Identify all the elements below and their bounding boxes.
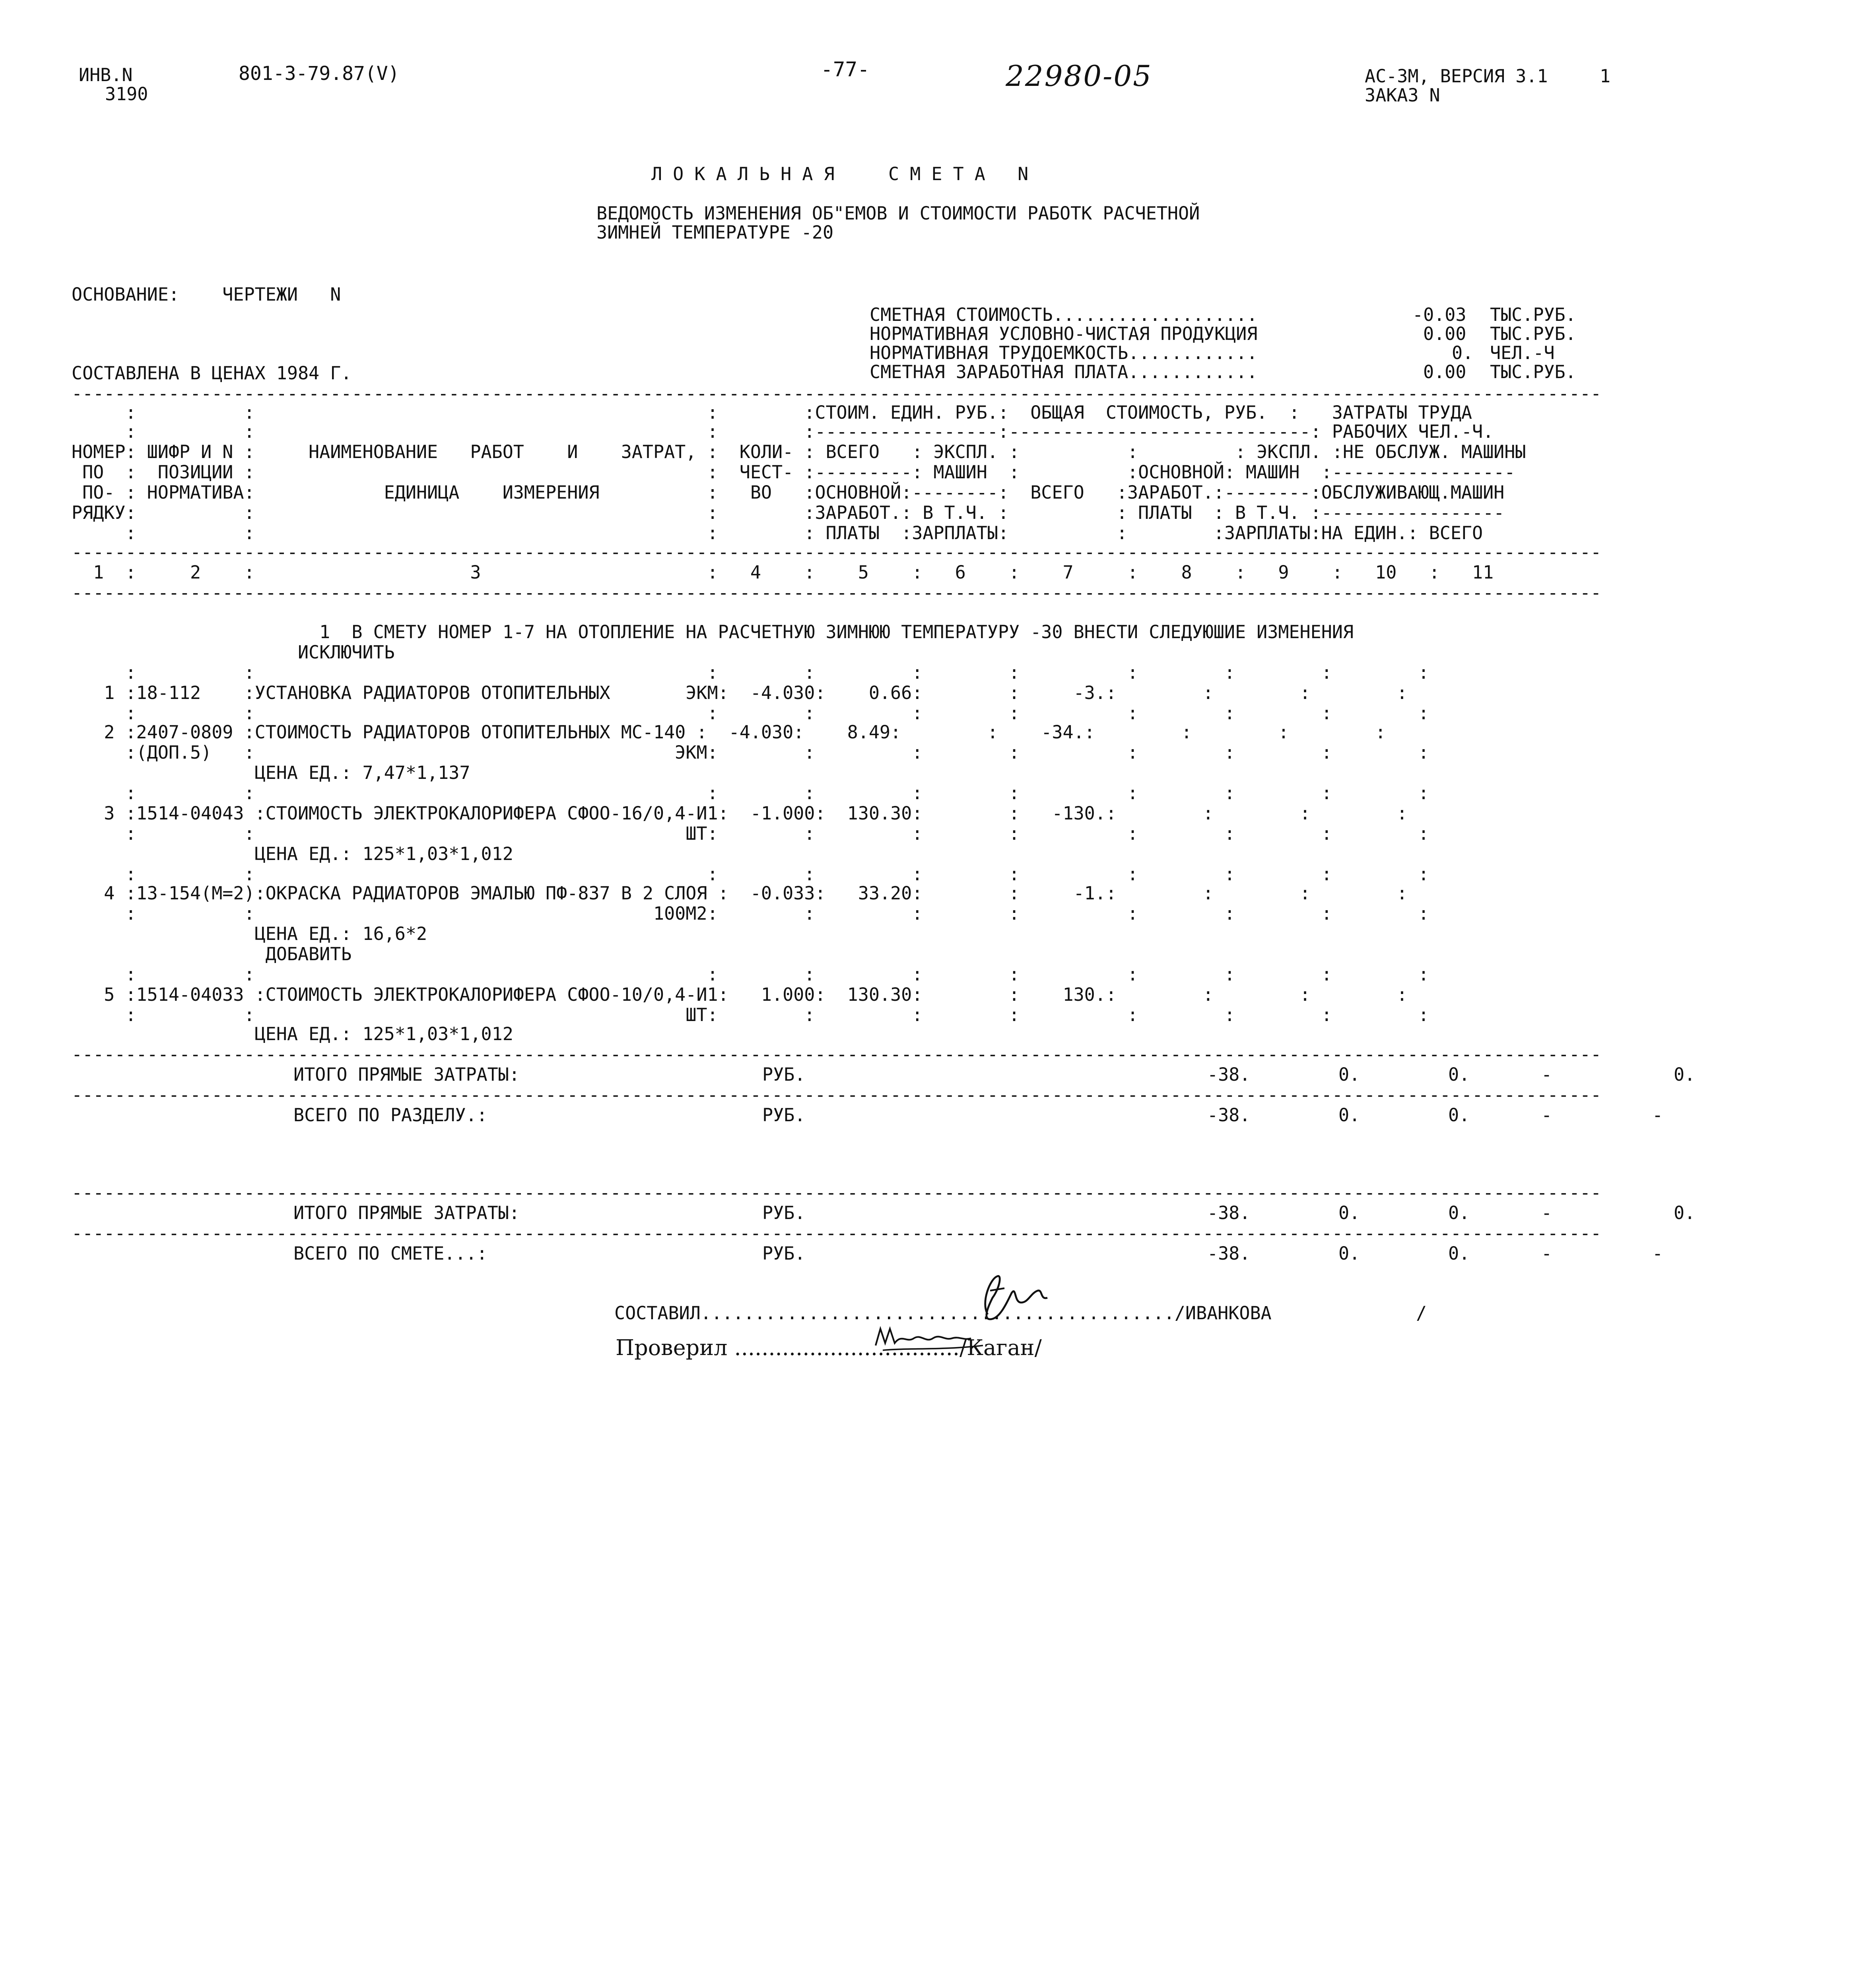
- document-title: Л О К А Л Ь Н А Я С М Е Т А N: [651, 163, 1029, 185]
- table-row: 4 :13-154(М=2):ОКРАСКА РАДИАТОРОВ ЭМАЛЬЮ ПФ-837 В 2 СЛОЯ : -0.033: 33.20: : -1.: : : :: [72, 883, 1408, 904]
- section-subheading: ИСКЛЮЧИТЬ: [72, 642, 395, 663]
- totals-labor-total: -: [1652, 1105, 1663, 1126]
- table-row: : : : : : : : : : :: [72, 662, 1429, 683]
- summary-label: НОРМАТИВНАЯ ТРУДОЕМКОСТЬ............: [870, 342, 1258, 364]
- totals-labor-total: 0.: [1674, 1202, 1696, 1224]
- table-row: ЦЕНА ЕД.: 125*1,03*1,012: [72, 843, 513, 865]
- totals-labor-unit: -: [1541, 1105, 1552, 1126]
- totals-total: -38.: [1207, 1105, 1251, 1126]
- prices-year: СОСТАВЛЕНА В ЦЕНАХ 1984 Г.: [72, 363, 352, 384]
- document-subtitle-line2: ЗИМНЕЙ ТЕМПЕРАТУРЕ -20: [596, 222, 834, 243]
- table-row: ЦЕНА ЕД.: 7,47*1,137: [72, 762, 470, 784]
- totals-wages: 0.: [1338, 1105, 1360, 1126]
- compiled-by-slash: /: [1416, 1303, 1427, 1324]
- summary-label: НОРМАТИВНАЯ УСЛОВНО-ЧИСТАЯ ПРОДУКЦИЯ: [870, 323, 1258, 345]
- summary-unit: ТЫС.РУБ.: [1490, 304, 1576, 326]
- totals-wages: 0.: [1338, 1064, 1360, 1085]
- table-row: : : ШТ: : : : : : : :: [72, 823, 1429, 845]
- table-rule: ----------------------------------------------------------------------------------------------------------------------------------------------: [72, 1084, 1602, 1106]
- totals-total: -38.: [1207, 1064, 1251, 1085]
- table-rule: ----------------------------------------------------------------------------------------------------------------------------------------------: [72, 383, 1602, 404]
- totals-total: -38.: [1207, 1202, 1251, 1224]
- totals-label: ВСЕГО ПО РАЗДЕЛУ.:: [293, 1105, 488, 1126]
- table-rule: ----------------------------------------------------------------------------------------------------------------------------------------------: [72, 542, 1602, 563]
- table-header-line: : : : :-----------------:----------------------------: РАБОЧИХ ЧЕЛ.-Ч.: [72, 421, 1494, 443]
- totals-wages: 0.: [1338, 1243, 1360, 1264]
- totals-label: ИТОГО ПРЯМЫЕ ЗАТРАТЫ:: [293, 1202, 520, 1224]
- totals-machines: 0.: [1448, 1243, 1470, 1264]
- summary-unit: ТЫС.РУБ.: [1490, 323, 1576, 345]
- table-row: : : : : : : : : : :: [72, 703, 1429, 724]
- totals-labor-total: 0.: [1674, 1064, 1696, 1085]
- inventory-number: 3190: [105, 83, 148, 105]
- table-header-line: ПО : ПОЗИЦИИ : : ЧЕСТ- :---------: МАШИН : :ОСНОВНОЙ: МАШИН :-----------------: [72, 462, 1515, 483]
- totals-unit: РУБ.: [762, 1105, 806, 1126]
- document-subtitle-line1: ВЕДОМОСТЬ ИЗМЕНЕНИЯ ОБ"ЕМОВ И СТОИМОСТИ РАБОТК РАСЧЕТНОЙ: [596, 203, 1200, 224]
- summary-value: -0.03: [1412, 304, 1467, 326]
- table-header-line: ПО- : НОРМАТИВА: ЕДИНИЦА ИЗМЕРЕНИЯ : ВО :ОСНОВНОЙ:--------: ВСЕГО :ЗАРАБОТ.:--------:ОБСЛУЖИВАЮЩ.МАШИН: [72, 482, 1505, 503]
- totals-unit: РУБ.: [762, 1064, 806, 1085]
- system-version-sheet: 1: [1600, 66, 1611, 87]
- inventory-label: ИНВ.N: [79, 64, 133, 86]
- totals-labor-total: -: [1652, 1243, 1663, 1264]
- table-row: : : : : : : : : : :: [72, 782, 1429, 804]
- table-header-line: : : : :СТОИМ. ЕДИН. РУБ.: ОБЩАЯ СТОИМОСТЬ, РУБ. : ЗАТРАТЫ ТРУДА: [72, 402, 1472, 423]
- table-row: :(ДОП.5) : ЭКМ: : : : : : : :: [72, 742, 1429, 763]
- summary-label: СМЕТНАЯ СТОИМОСТЬ...................: [870, 304, 1258, 326]
- document-code: 801-3-79.87(V): [239, 62, 400, 85]
- table-rule: ----------------------------------------------------------------------------------------------------------------------------------------------: [72, 1044, 1602, 1065]
- table-row: 1 :18-112 :УСТАНОВКА РАДИАТОРОВ ОТОПИТЕЛЬНЫХ ЭКМ: -4.030: 0.66: : -3.: : : :: [72, 682, 1408, 704]
- table-row: 2 :2407-0809 :СТОИМОСТЬ РАДИАТОРОВ ОТОПИТЕЛЬНЫХ МС-140 : -4.030: 8.49: : -34.: : : :: [72, 722, 1386, 743]
- totals-label: ИТОГО ПРЯМЫЕ ЗАТРАТЫ:: [293, 1064, 520, 1085]
- totals-wages: 0.: [1338, 1202, 1360, 1224]
- totals-labor-unit: -: [1541, 1064, 1552, 1085]
- summary-unit: ЧЕЛ.-Ч: [1490, 342, 1555, 364]
- totals-unit: РУБ.: [762, 1202, 806, 1224]
- table-row: : : 100М2: : : : : : : :: [72, 903, 1429, 924]
- summary-value: 0.00: [1423, 323, 1467, 345]
- table-rule: ----------------------------------------------------------------------------------------------------------------------------------------------: [72, 1223, 1602, 1244]
- totals-machines: 0.: [1448, 1064, 1470, 1085]
- section-heading: 1 В СМЕТУ НОМЕР 1-7 НА ОТОПЛЕНИЕ НА РАСЧЕТНУЮ ЗИМНЮЮ ТЕМПЕРАТУРУ -30 ВНЕСТИ СЛЕДУЮШИЕ ИЗМЕНЕНИЯ: [72, 621, 1354, 643]
- totals-labor-unit: -: [1541, 1202, 1552, 1224]
- compiled-by-line: СОСТАВИЛ............................................/ИВАНКОВА: [614, 1303, 1272, 1324]
- system-version: АС-3М, ВЕРСИЯ 3.1: [1365, 66, 1548, 87]
- page-number: -77-: [821, 58, 870, 82]
- totals-labor-unit: -: [1541, 1243, 1552, 1264]
- basis-line: ОСНОВАНИЕ: ЧЕРТЕЖИ N: [72, 284, 341, 305]
- summary-label: СМЕТНАЯ ЗАРАБОТНАЯ ПЛАТА............: [870, 361, 1258, 383]
- table-rule: ----------------------------------------------------------------------------------------------------------------------------------------------: [72, 582, 1602, 604]
- table-rule: ----------------------------------------------------------------------------------------------------------------------------------------------: [72, 1182, 1602, 1204]
- table-header-line: : : : : ПЛАТЫ :ЗАРПЛАТЫ: : :ЗАРПЛАТЫ:НА ЕДИН.: ВСЕГО: [72, 522, 1483, 544]
- column-numbers: 1 : 2 : 3 : 4 : 5 : 6 : 7 : 8 : 9 : 10 : 11: [72, 562, 1494, 583]
- table-row: ЦЕНА ЕД.: 16,6*2: [72, 923, 427, 945]
- table-row: ДОБАВИТЬ: [72, 944, 352, 965]
- table-row: : : : : : : : : : :: [72, 864, 1429, 885]
- summary-unit: ТЫС.РУБ.: [1490, 361, 1576, 383]
- checked-by-line: Проверил ................................./Каган/: [616, 1336, 1042, 1361]
- checker-signature: [871, 1322, 990, 1357]
- totals-unit: РУБ.: [762, 1243, 806, 1264]
- totals-machines: 0.: [1448, 1105, 1470, 1126]
- order-label: ЗАКАЗ N: [1365, 85, 1440, 106]
- table-row: : : : : : : : : : :: [72, 964, 1429, 985]
- table-header-line: НОМЕР: ШИФР И N : НАИМЕНОВАНИЕ РАБОТ И ЗАТРАТ, : КОЛИ- : ВСЕГО : ЭКСПЛ. : : : ЭКСПЛ. :НЕ ОБСЛУЖ. МАШИНЫ: [72, 441, 1526, 463]
- totals-machines: 0.: [1448, 1202, 1470, 1224]
- summary-value: 0.00: [1423, 361, 1467, 383]
- table-row: 3 :1514-04043 :СТОИМОСТЬ ЭЛЕКТРОКАЛОРИФЕРА СФОО-16/0,4-И1: -1.000: 130.30: : -130.: : : :: [72, 803, 1408, 824]
- table-row: ЦЕНА ЕД.: 125*1,03*1,012: [72, 1023, 513, 1045]
- table-row: 5 :1514-04033 :СТОИМОСТЬ ЭЛЕКТРОКАЛОРИФЕРА СФОО-10/0,4-И1: 1.000: 130.30: : 130.: : : :: [72, 984, 1408, 1006]
- summary-value: 0.: [1452, 342, 1474, 364]
- totals-label: ВСЕГО ПО СМЕТЕ...:: [293, 1243, 488, 1264]
- handwritten-number: 22980-05: [1006, 60, 1152, 93]
- table-row: : : ШТ: : : : : : : :: [72, 1004, 1429, 1026]
- table-header-line: РЯДКУ: : : :ЗАРАБОТ.: В Т.Ч. : : ПЛАТЫ : В Т.Ч. :-----------------: [72, 502, 1505, 524]
- totals-total: -38.: [1207, 1243, 1251, 1264]
